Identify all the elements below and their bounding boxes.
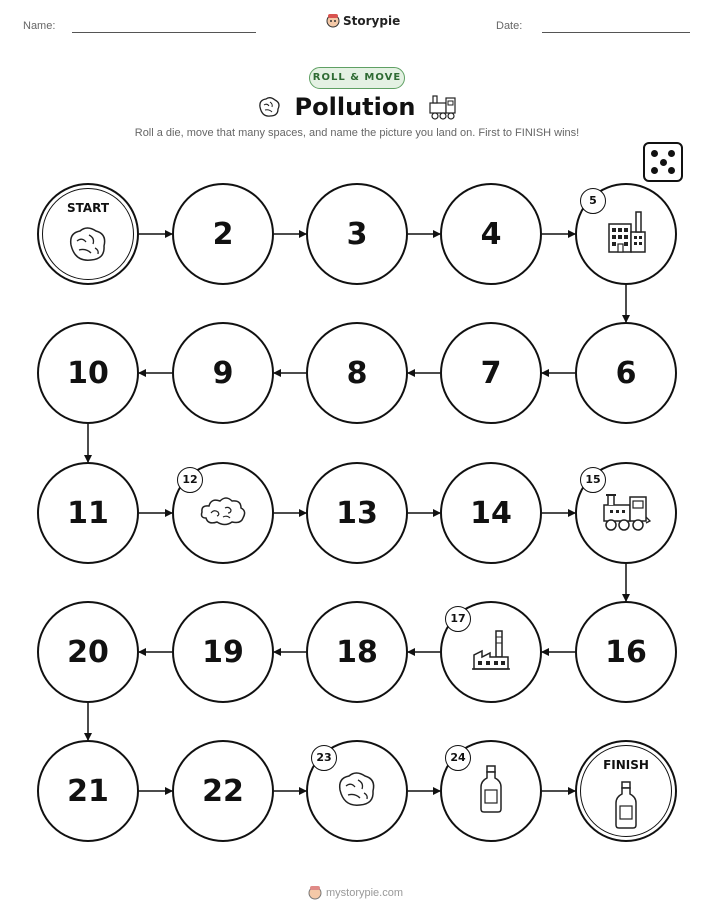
space-15 — [575, 462, 677, 564]
brand-name: Storypie — [343, 14, 401, 28]
footer-url[interactable]: mystorypie.com — [326, 887, 404, 899]
space-finish — [575, 740, 677, 842]
space-9 — [172, 322, 274, 424]
space-16 — [575, 601, 677, 703]
space-number: 16 — [605, 634, 647, 670]
space-12 — [172, 462, 274, 564]
space-number: 13 — [336, 495, 378, 531]
factory-chimney-icon — [470, 627, 512, 677]
game-type-badge: ROLL & MOVE — [309, 67, 405, 89]
mascot-icon — [308, 885, 322, 901]
space-number-badge: 24 — [445, 745, 471, 771]
space-18 — [306, 601, 408, 703]
space-10 — [37, 322, 139, 424]
space-4 — [440, 183, 542, 285]
space-number-badge: 15 — [580, 467, 606, 493]
space-7 — [440, 322, 542, 424]
space-17 — [440, 601, 542, 703]
space-number: 10 — [67, 355, 109, 391]
space-number: 18 — [336, 634, 378, 670]
space-number: 9 — [212, 355, 234, 391]
space-11 — [37, 462, 139, 564]
space-number: 7 — [480, 355, 502, 391]
space-number: 11 — [67, 495, 109, 531]
space-21 — [37, 740, 139, 842]
space-number: 20 — [67, 634, 109, 670]
instructions: Roll a die, move that many spaces, and name the picture you land on. First to FINISH wins! — [134, 127, 580, 139]
bottle-icon — [478, 764, 504, 818]
space-19 — [172, 601, 274, 703]
space-13 — [306, 462, 408, 564]
factory-icon — [601, 208, 651, 260]
name-label: Name: — [23, 20, 56, 32]
space-label: FINISH — [603, 758, 649, 772]
space-number: 22 — [202, 773, 244, 809]
space-number: 4 — [480, 216, 502, 252]
footer — [308, 885, 403, 901]
train-icon — [600, 489, 652, 537]
page-title: Pollution — [294, 93, 416, 121]
space-2 — [172, 183, 274, 285]
space-20 — [37, 601, 139, 703]
space-number: 21 — [67, 773, 109, 809]
space-number-badge: 23 — [311, 745, 337, 771]
pollution-rock-icon — [65, 223, 111, 269]
space-number: 14 — [470, 495, 512, 531]
space-start — [37, 183, 139, 285]
space-3 — [306, 183, 408, 285]
space-number-badge: 17 — [445, 606, 471, 632]
space-6 — [575, 322, 677, 424]
space-5 — [575, 183, 677, 285]
space-8 — [306, 322, 408, 424]
space-22 — [172, 740, 274, 842]
smoke-cloud-icon — [198, 494, 248, 532]
pollution-rock-icon — [334, 768, 380, 814]
space-number: 3 — [346, 216, 368, 252]
space-number: 2 — [212, 216, 234, 252]
space-number-badge: 5 — [580, 188, 606, 214]
space-24 — [440, 740, 542, 842]
space-23 — [306, 740, 408, 842]
date-label: Date: — [496, 20, 523, 32]
space-number: 6 — [615, 355, 637, 391]
space-number-badge: 12 — [177, 467, 203, 493]
space-14 — [440, 462, 542, 564]
space-number: 8 — [346, 355, 368, 391]
space-label: START — [66, 201, 110, 215]
space-number: 19 — [202, 634, 244, 670]
bottle-icon — [613, 780, 639, 834]
